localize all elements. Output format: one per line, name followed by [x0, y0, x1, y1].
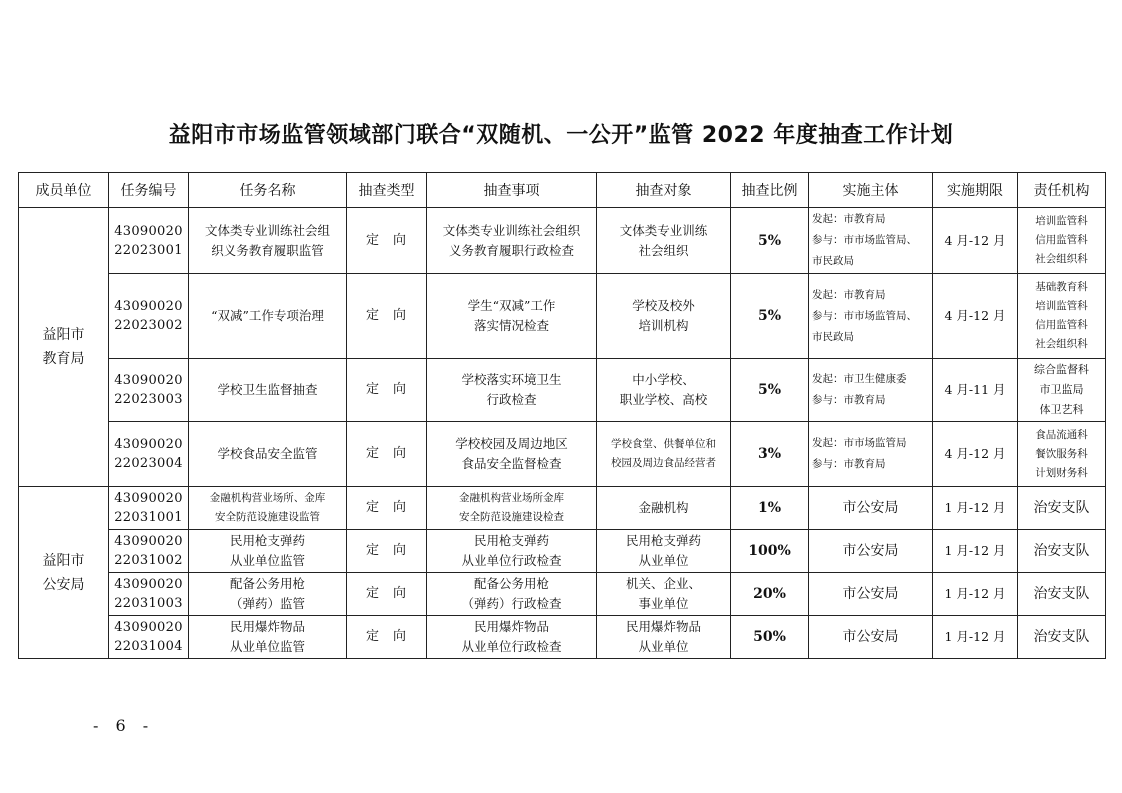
check-item: 配备公务用枪 （弹药）行政检查	[427, 573, 597, 616]
check-target: 金融机构	[597, 487, 731, 530]
header-subject: 实施主体	[809, 173, 933, 208]
unit-cell: 益阳市 教育局	[19, 208, 109, 487]
check-item: 学校校园及周边地区 食品安全监督检查	[427, 422, 597, 487]
responsible-org: 基础教育科 培训监管科 信用监管科 社会组织科	[1018, 274, 1106, 359]
check-type: 定向	[347, 208, 427, 274]
header-period: 实施期限	[933, 173, 1018, 208]
header-check-item: 抽查事项	[427, 173, 597, 208]
task-name: 民用爆炸物品 从业单位监管	[189, 616, 347, 659]
task-name: “双减”工作专项治理	[189, 274, 347, 359]
task-name: 民用枪支弹药 从业单位监管	[189, 530, 347, 573]
check-item: 金融机构营业场所金库 安全防范设施建设检查	[427, 487, 597, 530]
table-row	[19, 274, 1106, 359]
table-row	[19, 530, 1106, 573]
check-ratio: 20%	[731, 573, 809, 616]
check-ratio: 5%	[731, 359, 809, 422]
check-ratio: 5%	[731, 274, 809, 359]
table-row	[19, 616, 1106, 659]
table-row	[19, 573, 1106, 616]
check-ratio: 1%	[731, 487, 809, 530]
responsible-org: 培训监管科 信用监管科 社会组织科	[1018, 208, 1106, 274]
check-type: 定向	[347, 274, 427, 359]
implementing-subject: 发起：市教育局 参与：市市场监管局、 市民政局	[809, 208, 933, 274]
check-type: 定向	[347, 487, 427, 530]
task-code: 43090020 22031002	[109, 530, 189, 573]
responsible-org: 治安支队	[1018, 616, 1106, 659]
table-row	[19, 359, 1106, 422]
header-unit: 成员单位	[19, 173, 109, 208]
task-name: 金融机构营业场所、金库 安全防范设施建设监管	[189, 487, 347, 530]
check-item: 民用枪支弹药 从业单位行政检查	[427, 530, 597, 573]
header-responsible-org: 责任机构	[1018, 173, 1106, 208]
check-item: 学校落实环境卫生 行政检查	[427, 359, 597, 422]
implementing-subject: 发起：市卫生健康委 参与：市教育局	[809, 359, 933, 422]
task-code: 43090020 22031003	[109, 573, 189, 616]
period: 4 月-12 月	[933, 422, 1018, 487]
period: 1 月-12 月	[933, 573, 1018, 616]
implementing-subject: 市公安局	[809, 573, 933, 616]
page-number: - 6 -	[93, 716, 155, 735]
check-target: 文体类专业训练 社会组织	[597, 208, 731, 274]
implementing-subject: 发起：市教育局 参与：市市场监管局、 市民政局	[809, 274, 933, 359]
task-name: 学校卫生监督抽查	[189, 359, 347, 422]
period: 1 月-12 月	[933, 487, 1018, 530]
check-target: 民用枪支弹药 从业单位	[597, 530, 731, 573]
period: 1 月-12 月	[933, 530, 1018, 573]
check-target: 学校及校外 培训机构	[597, 274, 731, 359]
period: 4 月-12 月	[933, 208, 1018, 274]
check-ratio: 100%	[731, 530, 809, 573]
check-target: 中小学校、 职业学校、高校	[597, 359, 731, 422]
implementing-subject: 发起：市市场监管局 参与：市教育局	[809, 422, 933, 487]
task-name: 学校食品安全监管	[189, 422, 347, 487]
check-type: 定向	[347, 359, 427, 422]
check-type: 定向	[347, 422, 427, 487]
task-code: 43090020 22031004	[109, 616, 189, 659]
implementing-subject: 市公安局	[809, 487, 933, 530]
check-item: 学生“双减”工作 落实情况检查	[427, 274, 597, 359]
table-row	[19, 422, 1106, 487]
check-target: 民用爆炸物品 从业单位	[597, 616, 731, 659]
header-task-code: 任务编号	[109, 173, 189, 208]
task-code: 43090020 22023002	[109, 274, 189, 359]
responsible-org: 食品流通科 餐饮服务科 计划财务科	[1018, 422, 1106, 487]
responsible-org: 治安支队	[1018, 487, 1106, 530]
inspection-plan-table	[18, 172, 1106, 659]
check-ratio: 5%	[731, 208, 809, 274]
implementing-subject: 市公安局	[809, 530, 933, 573]
check-ratio: 3%	[731, 422, 809, 487]
responsible-org: 治安支队	[1018, 530, 1106, 573]
period: 4 月-11 月	[933, 359, 1018, 422]
header-check-target: 抽查对象	[597, 173, 731, 208]
task-name: 配备公务用枪 （弹药）监管	[189, 573, 347, 616]
implementing-subject: 市公安局	[809, 616, 933, 659]
check-ratio: 50%	[731, 616, 809, 659]
unit-cell: 益阳市 公安局	[19, 487, 109, 659]
task-code: 43090020 22031001	[109, 487, 189, 530]
table-row	[19, 208, 1106, 274]
header-check-type: 抽查类型	[347, 173, 427, 208]
check-type: 定向	[347, 573, 427, 616]
table-row	[19, 487, 1106, 530]
check-target: 机关、企业、 事业单位	[597, 573, 731, 616]
page-title: 益阳市市场监管领域部门联合“双随机、一公开”监管 2022 年度抽查工作计划	[168, 123, 954, 148]
period: 1 月-12 月	[933, 616, 1018, 659]
responsible-org: 综合监督科 市卫监局 体卫艺科	[1018, 359, 1106, 422]
check-item: 文体类专业训练社会组织 义务教育履职行政检查	[427, 208, 597, 274]
period: 4 月-12 月	[933, 274, 1018, 359]
check-type: 定向	[347, 616, 427, 659]
task-code: 43090020 22023004	[109, 422, 189, 487]
table-header-row	[19, 173, 1106, 208]
task-code: 43090020 22023001	[109, 208, 189, 274]
header-task-name: 任务名称	[189, 173, 347, 208]
responsible-org: 治安支队	[1018, 573, 1106, 616]
header-check-ratio: 抽查比例	[731, 173, 809, 208]
check-target: 学校食堂、供餐单位和 校园及周边食品经营者	[597, 422, 731, 487]
check-type: 定向	[347, 530, 427, 573]
task-name: 文体类专业训练社会组 织义务教育履职监管	[189, 208, 347, 274]
check-item: 民用爆炸物品 从业单位行政检查	[427, 616, 597, 659]
task-code: 43090020 22023003	[109, 359, 189, 422]
